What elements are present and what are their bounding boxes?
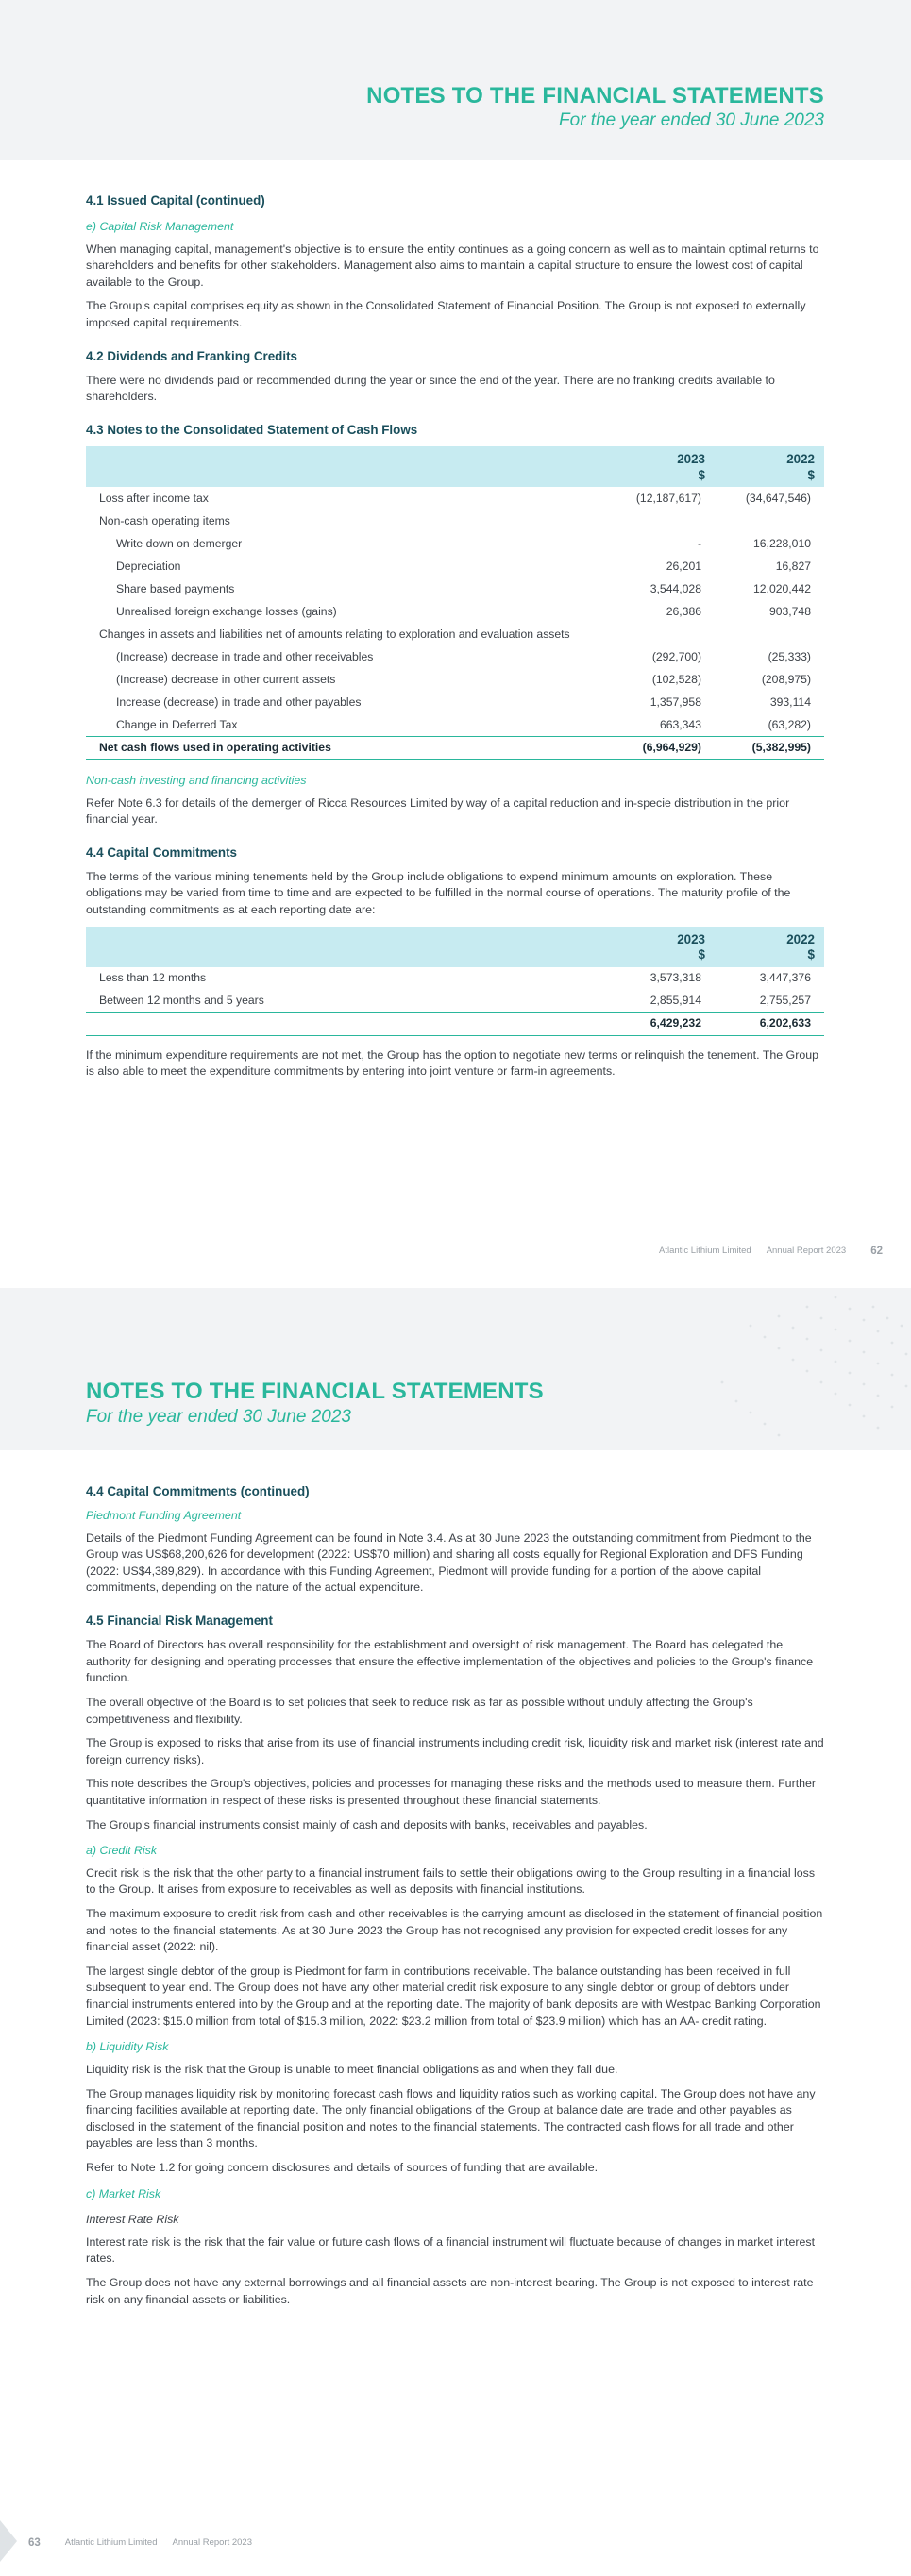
table-cell-label: Share based payments <box>116 581 235 595</box>
table-row <box>86 487 824 510</box>
page-header <box>0 1288 911 1450</box>
paragraph: Credit risk is the risk that the other party to a financial instrument fails to settle their obligations owing to the Group resulting in a financial loss to the Group. It arises from exposure to receivables as well as deposits with financial institutions. <box>86 1865 816 1897</box>
table-cell-label: Between 12 months and 5 years <box>86 990 605 1012</box>
table-cell-value: (5,382,995) <box>715 736 824 759</box>
page-number: 63 <box>28 2537 41 2549</box>
table-row <box>86 990 824 1012</box>
paragraph: The Group manages liquidity risk by monitoring forecast cash flows and liquidity ratios such as working capital. The Group does not have any financing facilities available at reporting date. The only financial obligations of the Group at balance date are trade and other payables as disclosed in the statement of the financial position and notes to the financial statements. The contracted cash flows for all trade and other payables are less than 3 months. <box>86 2086 816 2150</box>
table-row <box>86 967 824 990</box>
table-cell-label: (Increase) decrease in trade and other receivables <box>116 649 374 663</box>
table-cell-value: 903,748 <box>768 604 811 618</box>
table-cell-value: 3,544,028 <box>650 581 701 595</box>
table-cell-value: 6,429,232 <box>605 1012 715 1035</box>
section-heading: 4.4 Capital Commitments <box>86 845 237 860</box>
subsection-heading: b) Liquidity Risk <box>86 2040 169 2054</box>
footer-report: Annual Report 2023 <box>172 2537 252 2549</box>
table-cell-value: (25,333) <box>768 649 811 663</box>
paragraph: Liquidity risk is the risk that the Group is unable to meet financial obligations as and when they fall due. <box>86 2062 618 2076</box>
table-cell-value: 3,447,376 <box>759 971 811 985</box>
section-heading: 4.4 Capital Commitments (continued) <box>86 1484 310 1498</box>
table-cell-label: Change in Deferred Tax <box>86 713 605 736</box>
table-cell-value: 6,202,633 <box>715 1012 824 1035</box>
table-cell-value: 12,020,442 <box>753 581 811 595</box>
table-cell-label: Net cash flows used in operating activities <box>86 736 605 759</box>
page-footer <box>659 1244 883 1259</box>
table-cell-label: Write down on demerger <box>116 536 243 550</box>
table-cell-label: Changes in assets and liabilities net of amounts relating to exploration and evaluation assets <box>99 627 570 641</box>
table-cell-value: 16,228,010 <box>753 536 811 550</box>
table-row <box>86 600 824 623</box>
table-cell-label: Unrealised foreign exchange losses (gains) <box>116 604 337 618</box>
table-cell-value: (12,187,617) <box>635 491 701 505</box>
page-subtitle: For the year ended 30 June 2023 <box>86 1407 351 1427</box>
capital-commitments-table <box>86 927 824 1036</box>
table-cell-value <box>605 510 715 532</box>
paragraph: The Group's capital comprises equity as shown in the Consolidated Statement of Financial Position. The Group is not exposed to externally imposed capital requirements. <box>86 299 806 330</box>
table-cell-value: (292,700) <box>651 649 701 663</box>
footer-company: Atlantic Lithium Limited <box>64 2537 158 2549</box>
table-cell-value: 26,386 <box>666 604 701 618</box>
subsection-heading: Non-cash investing and financing activities <box>86 773 307 787</box>
table-header-label <box>86 446 605 488</box>
table-header-label <box>86 927 605 968</box>
footer-company: Atlantic Lithium Limited <box>659 1246 751 1257</box>
paragraph: The largest single debtor of the group is Piedmont for farm in contributions receivable. The balance outstanding has been received in full subsequent to year end. The Group does not have any other material credit risk exposure to any single debtor or group of debtors under financial instruments entered into by the Group and at the reporting date. The majority of bank deposits are with Westpac Banking Corporation Limited (2023: $15.0 million from total of $15.3 million, 2022: $23.2 million from total of $23.9 million) which has an AA- credit rating. <box>86 1964 821 2028</box>
paragraph: The terms of the various mining tenements held by the Group include obligations to expend minimum amounts on exploration. These obligations may be varied from time to time and are expected to be fulfilled in the normal course of operations. The maturity profile of the outstanding commitments as at each reporting date are: <box>86 869 791 917</box>
table-cell-value: 2,755,257 <box>715 990 824 1012</box>
table-row <box>86 713 824 736</box>
table-total-row <box>86 736 824 759</box>
table-header-row <box>86 927 824 968</box>
section-heading: 4.2 Dividends and Franking Credits <box>86 348 297 363</box>
table-cell-value: 26,201 <box>666 559 701 573</box>
section-heading: 4.1 Issued Capital (continued) <box>86 193 265 208</box>
paragraph: Refer to Note 1.2 for going concern disclosures and details of sources of funding that are available. <box>86 2160 599 2174</box>
page-title: NOTES TO THE FINANCIAL STATEMENTS <box>86 1379 544 1404</box>
table-cell-label: (Increase) decrease in other current assets <box>116 672 336 686</box>
section-heading: 4.3 Notes to the Consolidated Statement of Cash Flows <box>86 422 418 437</box>
table-row <box>86 691 824 713</box>
paragraph: Interest rate risk is the risk that the fair value or future cash flows of a financial instrument will fluctuate because of changes in market interest rates. <box>86 2234 816 2266</box>
subsection-heading: e) Capital Risk Management <box>86 220 234 234</box>
paragraph: Refer Note 6.3 for details of the demerger of Ricca Resources Limited by way of a capital reduction and in-specie distribution in the prior financial year. <box>86 795 790 827</box>
table-cell-label <box>86 1012 605 1035</box>
table-total-row <box>86 1012 824 1035</box>
paragraph: The Group does not have any external borrowings and all financial assets are non-interest bearing. The Group is not exposed to interest rate risk on any financial assets or liabilities. <box>86 2276 814 2306</box>
table-row <box>86 577 824 600</box>
subsection-heading: a) Credit Risk <box>86 1844 158 1858</box>
subsection-heading: Piedmont Funding Agreement <box>86 1509 242 1523</box>
table-cell-value: 3,573,318 <box>650 971 701 985</box>
paragraph: The Board of Directors has overall responsibility for the establishment and oversight of risk management. The Board has delegated the authority for designing and operating processes that ensure the effective implementation of the objectives and policies to the Group's finance function. <box>86 1638 814 1685</box>
table-row <box>86 555 824 577</box>
paragraph: The maximum exposure to credit risk from cash and other receivables is the carrying amount as disclosed in the statement of financial position and notes to the financial statements. As at 30 June 2023 the Group has not recognised any provision for expected credit losses for any financial asset (2022: nil). <box>86 1907 823 1954</box>
subsection-heading: Interest Rate Risk <box>86 2213 179 2227</box>
table-row <box>86 623 824 645</box>
page-subtitle: For the year ended 30 June 2023 <box>559 110 824 130</box>
table-cell-label: Depreciation <box>116 559 181 573</box>
table-cell-value: 16,827 <box>775 559 811 573</box>
table-cell-value <box>715 510 824 532</box>
table-cell-value: (208,975) <box>761 672 811 686</box>
table-row <box>86 645 824 668</box>
paragraph: This note describes the Group's objectives, policies and processes for managing these risks and the methods used to measure them. Further quantitative information in respect of these risks is presented throughout these financial statements. <box>86 1777 817 1807</box>
page-tab-decoration <box>0 2520 17 2562</box>
table-cell-label: Increase (decrease) in trade and other payables <box>116 694 362 709</box>
table-row <box>86 532 824 555</box>
page-header <box>0 0 911 160</box>
subsection-heading: c) Market Risk <box>86 2186 161 2200</box>
table-cell-value: 2,855,914 <box>605 990 715 1012</box>
section-heading: 4.5 Financial Risk Management <box>86 1614 273 1629</box>
paragraph: If the minimum expenditure requirements are not met, the Group has the option to negotiate new terms or relinquish the tenement. The Group is also able to meet the expenditure commitments by entering into joint venture or farm-in agreements. <box>86 1047 818 1079</box>
table-cell-value: (63,282) <box>715 713 824 736</box>
table-cell-value: (34,647,546) <box>745 491 811 505</box>
paragraph: The overall objective of the Board is to set policies that seek to reduce risk as far as possible without unduly affecting the Group's competitiveness and flexibility. <box>86 1695 753 1726</box>
table-cell-value: 1,357,958 <box>650 694 701 709</box>
table-cell-value: 393,114 <box>769 694 811 709</box>
table-cell-value: - <box>697 536 701 550</box>
paragraph: The Group is exposed to risks that arise from its use of financial instruments including credit risk, liquidity risk and market risk (interest rate and foreign currency risks). <box>86 1736 824 1766</box>
table-header-2022: 2022 $ <box>715 446 824 488</box>
cash-flow-table <box>86 446 824 760</box>
table-cell-label: Non-cash operating items <box>99 513 230 527</box>
table-cell-label: Less than 12 months <box>99 971 207 985</box>
paragraph: There were no dividends paid or recommended during the year or since the end of the year. There are no franking credits available to shareholders. <box>86 373 775 404</box>
page-number: 62 <box>870 1246 883 1257</box>
table-header-2023: 2023 $ <box>605 446 715 488</box>
table-header-2023: 2023 $ <box>605 927 715 968</box>
table-cell-value: (6,964,929) <box>605 736 715 759</box>
footer-report: Annual Report 2023 <box>766 1246 847 1257</box>
dot-pattern-decoration <box>684 1288 911 1450</box>
page-title: NOTES TO THE FINANCIAL STATEMENTS <box>366 83 824 109</box>
table-header-row <box>86 446 824 488</box>
page-63 <box>0 1288 911 2576</box>
paragraph: When managing capital, management's objective is to ensure the entity continues as a going concern as well as to maintain optimal returns to shareholders and benefits for other stakeholders. Management also aims to maintain a capital structure to ensure the lowest cost of capital available to the Group. <box>86 242 819 289</box>
table-cell-label: Loss after income tax <box>99 491 209 505</box>
table-row <box>86 668 824 691</box>
table-cell-value: 663,343 <box>605 713 715 736</box>
page-footer <box>28 2535 252 2551</box>
paragraph: Details of the Piedmont Funding Agreement can be found in Note 3.4. As at 30 June 2023 the outstanding commitment from Piedmont to the Group was US$68,200,626 for development (2022: US$70 million) and sharing all costs equally for Regional Exploration and DFS Funding (2022: US$4,389,829). In accordance with this Funding Agreement, Piedmont will provide funding for a portion of the above capital commitments, depending on the nature of the actual expenditure. <box>86 1531 812 1595</box>
table-header-2022: 2022 $ <box>715 927 824 968</box>
table-row <box>86 510 824 532</box>
paragraph: The Group's financial instruments consist mainly of cash and deposits with banks, receivables and payables. <box>86 1817 648 1832</box>
table-cell-value: (102,528) <box>651 672 701 686</box>
